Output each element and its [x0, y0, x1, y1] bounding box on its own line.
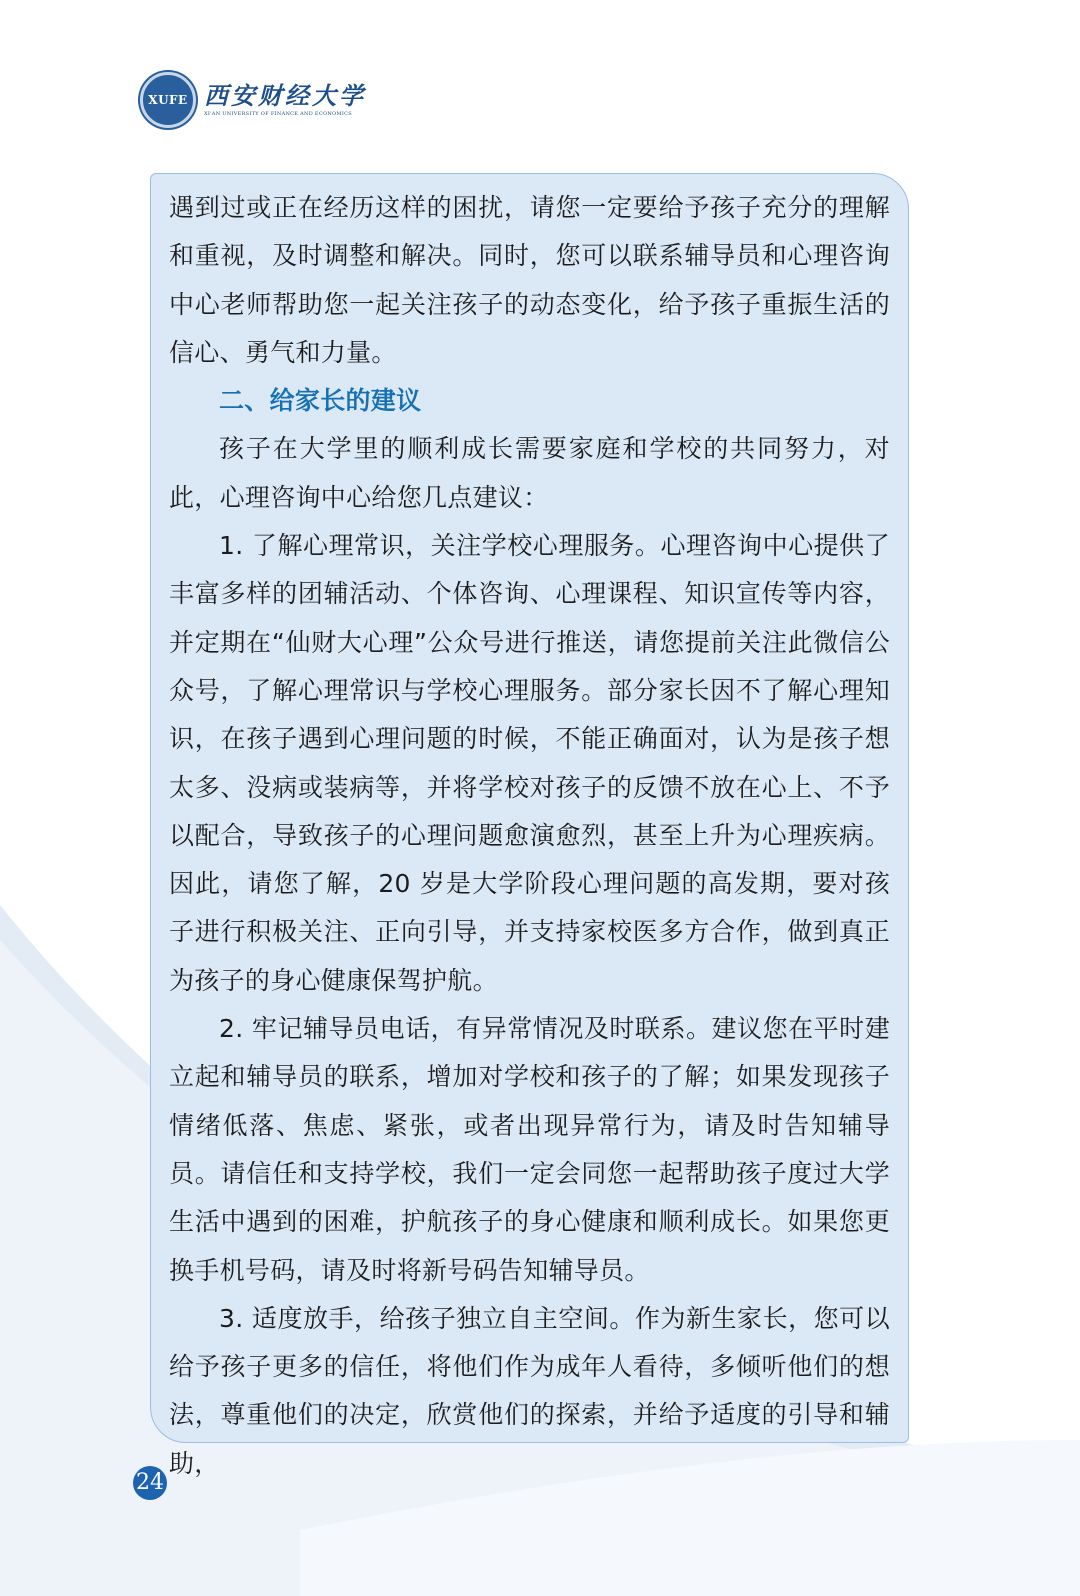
page-number: 24 [136, 1470, 164, 1495]
university-name: 西安财经大学 [204, 81, 366, 110]
university-seal-icon [140, 72, 196, 128]
university-logotype [204, 82, 366, 118]
university-header [140, 70, 366, 130]
advice-item-1: 1. 了解心理常识，关注学校心理服务。心理咨询中心提供了丰富多样的团辅活动、个体咨询、心理课程、知识宣传等内容，并定期在“仙财大心理”公众号进行推送，请您提前关注此微信公众号，了解心理常识与学校心理服务。部分家长因不了解心理知识，在孩子遇到心理问题的时候，不能正确面对，认为是孩子想太多、没病或装病等，并将学校对孩子的反馈不放在心上、不予以配合，导致孩子的心理问题愈演愈烈，甚至上升为心理疾病。因此，请您了解，20 岁是大学阶段心理问题的高发期，要对孩子进行积极关注、正向引导，并支持家校医多方合作，做到真正为孩子的身心健康保驾护航。 [169, 531, 890, 995]
page-number-badge [133, 1466, 167, 1500]
intro-paragraph: 遇到过或正在经历这样的困扰，请您一定要给予孩子充分的理解和重视，及时调整和解决。同时，您可以联系辅导员和心理咨询中心老师帮助您一起关注孩子的动态变化，给予孩子重振生活的信心、勇气和力量。 [169, 193, 890, 367]
seal-text: XUFE [148, 93, 188, 107]
advice-item-2: 2. 牢记辅导员电话，有异常情况及时联系。建议您在平时建立起和辅导员的联系，增加对学校和孩子的了解；如果发现孩子情绪低落、焦虑、紧张，或者出现异常行为，请及时告知辅导员。请信任和支持学校，我们一定会同您一起帮助孩子度过大学生活中遇到的困难，护航孩子的身心健康和顺利成长。如果您更换手机号码，请及时将新号码告知辅导员。 [169, 1014, 890, 1285]
university-name-en: XI'AN UNIVERSITY OF FINANCE AND ECONOMICS [204, 111, 353, 117]
section-heading: 二、给家长的建议 [219, 386, 422, 416]
section-intro-paragraph: 孩子在大学里的顺利成长需要家庭和学校的共同努力，对此，心理咨询中心给您几点建议： [169, 434, 890, 512]
content-panel [150, 173, 909, 1478]
advice-item-3: 3. 适度放手，给孩子独立自主空间。作为新生家长，您可以给予孩子更多的信任，将他们作为成年人看待，多倾听他们的想法，尊重他们的决定，欣赏他们的探索，并给予适度的引导和辅助， [169, 1303, 890, 1478]
